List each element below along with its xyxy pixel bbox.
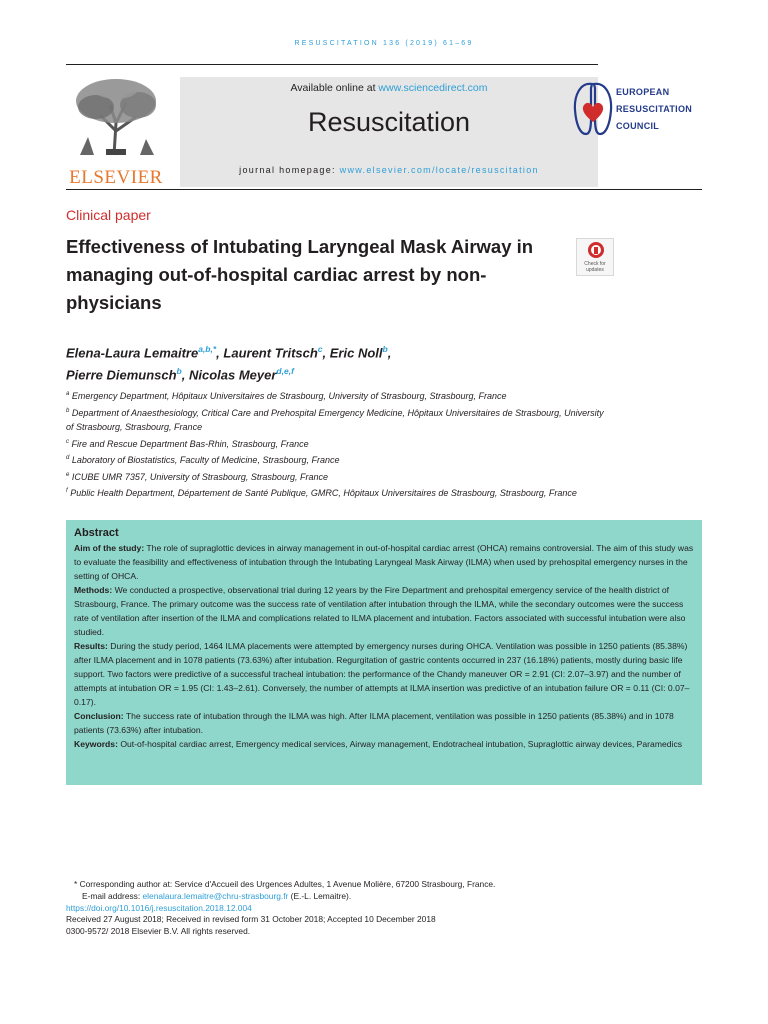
bookmark-icon (594, 247, 598, 254)
email-line (66, 891, 626, 903)
abstract-conclusion (74, 709, 694, 737)
section-label: Clinical paper (66, 207, 151, 223)
check-for-updates-badge[interactable] (576, 238, 614, 276)
aim-label: Aim of the study: (74, 543, 145, 553)
affiliation-key: b (66, 407, 70, 414)
badge-label-1: Check for (584, 261, 606, 267)
author-affiliation-ref[interactable]: d,e,f (276, 366, 294, 377)
affiliation-item (66, 435, 606, 452)
affiliation-item (66, 468, 606, 485)
journal-homepage (180, 165, 598, 175)
heart-lungs-icon (572, 78, 614, 140)
author-name[interactable]: Elena-Laura Lemaitre (66, 345, 199, 361)
affiliation-item (66, 451, 606, 468)
affiliation-key: e (66, 471, 70, 478)
author-affiliation-ref[interactable]: b (382, 344, 388, 354)
author-name[interactable]: Nicolas Meyer (188, 367, 277, 383)
conclusion-label: Conclusion: (74, 711, 124, 721)
affiliation-text: Department of Anaesthesiology, Critical Care and Prehospital Emergency Medicine, Hôpitaux Universitaires de Strasbourg, University of Strasbourg, Strasbourg, France (66, 407, 604, 432)
author-list (66, 340, 666, 385)
elsevier-logo (66, 75, 166, 188)
footnotes (66, 879, 626, 938)
abstract-aim (74, 541, 694, 583)
aim-text: The role of supraglottic devices in airway management in out-of-hospital cardiac arrest (OHCA) remains controversial. The aim of this study was to evaluate the feasibility and effectiveness of intubation through the Intubating Laryngeal Mask Airway (ILMA) when used by prehospital emergency nurses in the setting of OHCA. (74, 543, 694, 581)
copyright-line: 0300-9572/ 2018 Elsevier B.V. All rights reserved. (66, 926, 251, 937)
conclusion-text: The success rate of intubation through the ILMA was high. After ILMA placement, ventilation was possible in 1250 patients (85.38%) and in 1078 patients (73.63%) after intubation. (74, 711, 674, 735)
author-line-1 (66, 340, 666, 362)
author-name[interactable]: Pierre Diemunsch (66, 367, 177, 383)
email-suffix: (E.-L. Lemaitre). (288, 890, 352, 901)
affiliation-text: Emergency Department, Hôpitaux Universitaires de Strasbourg, University of Strasbourg, Strasbourg, France (71, 391, 507, 401)
author-affiliation-ref[interactable]: b (176, 366, 182, 377)
affiliation-text: Laboratory of Biostatistics, Faculty of Medicine, Strasbourg, France (71, 455, 340, 465)
affiliation-key: d (66, 455, 70, 461)
received-dates: Received 27 August 2018; Received in revised form 31 October 2018; Accepted 10 December 2018 (66, 914, 436, 925)
check-updates-label (577, 261, 613, 273)
affiliation-text: Public Health Department, Département de Santé Publique, GMRC, Hôpitaux Universitaires de Strasbourg, Strasbourg, France (70, 488, 577, 498)
affiliation-item (66, 404, 606, 435)
elsevier-wordmark: ELSEVIER (69, 167, 163, 188)
author-separator: , (322, 345, 330, 361)
author-separator: , (181, 367, 189, 383)
journal-title-box (180, 77, 598, 187)
abstract-methods (74, 583, 694, 639)
affiliation-item (66, 387, 606, 404)
abstract-heading: Abstract (74, 527, 119, 539)
author-separator: , (387, 345, 392, 361)
results-text: During the study period, 1464 ILMA placements were attempted by emergency nurses during OHCA. Ventilation was possible in 1250 patients (85.38%) after ILMA placement and in 1078 patients (73.63%) after intubation. Regurgitation of gastric contents occurred in 237 (16.18%) patients, mostly during basic life support. Two factors were predictive of a successful tracheal intubation: the performance of the Chandy maneuver OR = 2.91 (CI: 2.07–3.97) and the number of attempts at intubation OR = 1.95 (CI: 1.43–2.61). Conversely, the number of attempts at ILMA insertion was predictive of an intubation failure OR = 0.11 (CI: 0.07–0.17). (74, 641, 690, 707)
author-name[interactable]: Eric Noll (329, 345, 383, 361)
results-label: Results: (74, 641, 108, 651)
header-rule (66, 189, 702, 190)
affiliation-list (66, 387, 606, 501)
doi-link[interactable]: https://doi.org/10.1016/j.resuscitation.2018.12.004 (66, 902, 252, 913)
keywords-label: Keywords: (74, 739, 118, 749)
methods-text: We conducted a prospective, observational trial during 12 years by the Fire Department and prehospital emergency service of the health district of Strasbourg, France. The primary outcome was the success rate of ventilation after intubation through the ILMA, while the secondary outcomes were the success rate of ventilation after insertion of the ILMA and complications related to ILMA placement and intubation. Factors associated with successful intubation were also studied. (74, 585, 686, 637)
methods-label: Methods: (74, 585, 113, 595)
affiliation-key: f (66, 488, 68, 494)
elsevier-tree-icon (66, 75, 166, 157)
author-line-2 (66, 362, 666, 384)
affiliation-text: ICUBE UMR 7357, University of Strasbourg, Strasbourg, France (71, 471, 328, 482)
sciencedirect-link[interactable]: www.sciencedirect.com (378, 82, 488, 94)
author-affiliation-ref[interactable]: c (317, 344, 323, 354)
abstract-box (66, 520, 702, 785)
keywords-text: Out-of-hospital cardiac arrest, Emergency medical services, Airway management, Endotracheal intubation, Supraglottic airway devices, Paramedics (117, 739, 683, 749)
affiliation-key: a (66, 391, 70, 397)
journal-name: Resuscitation (307, 107, 471, 137)
author-affiliation-ref[interactable]: a,b,* (198, 344, 217, 354)
erc-name (616, 84, 692, 135)
badge-label-2: updates (586, 267, 604, 273)
corresponding-author-note: * Corresponding author at: Service d'Accueil des Urgences Adultes, 1 Avenue Molière, 67200 Strasbourg, France. (74, 879, 496, 889)
available-online (180, 82, 598, 94)
affiliation-item (66, 484, 606, 501)
email-link[interactable]: elenalaura.lemaitre@chru-strasbourg.fr (142, 890, 289, 901)
abstract-keywords (74, 737, 694, 751)
article-title: Effectiveness of Intubating Laryngeal Mask Airway in managing out-of-hospital cardiac arrest by non-physicians (66, 236, 534, 313)
abstract-results (74, 639, 694, 709)
affiliation-key: c (66, 438, 69, 445)
running-head: RESUSCITATION 136 (2019) 61–69 (294, 40, 474, 47)
email-label: E-mail address: (82, 890, 143, 901)
author-name[interactable]: Laurent Tritsch (223, 345, 318, 361)
erc-line-2: RESUSCITATION (616, 104, 693, 114)
affiliation-text: Fire and Rescue Department Bas-Rhin, Strasbourg, France (71, 438, 309, 449)
homepage-link[interactable]: www.elsevier.com/locate/resuscitation (339, 165, 539, 175)
author-separator: , (216, 345, 224, 361)
journal-header (66, 64, 598, 188)
available-prefix: Available online at (290, 82, 379, 94)
erc-line-1: EUROPEAN (616, 87, 670, 97)
erc-line-3: COUNCIL (616, 121, 660, 131)
homepage-prefix: journal homepage: (239, 165, 340, 175)
erc-logo (572, 78, 722, 142)
